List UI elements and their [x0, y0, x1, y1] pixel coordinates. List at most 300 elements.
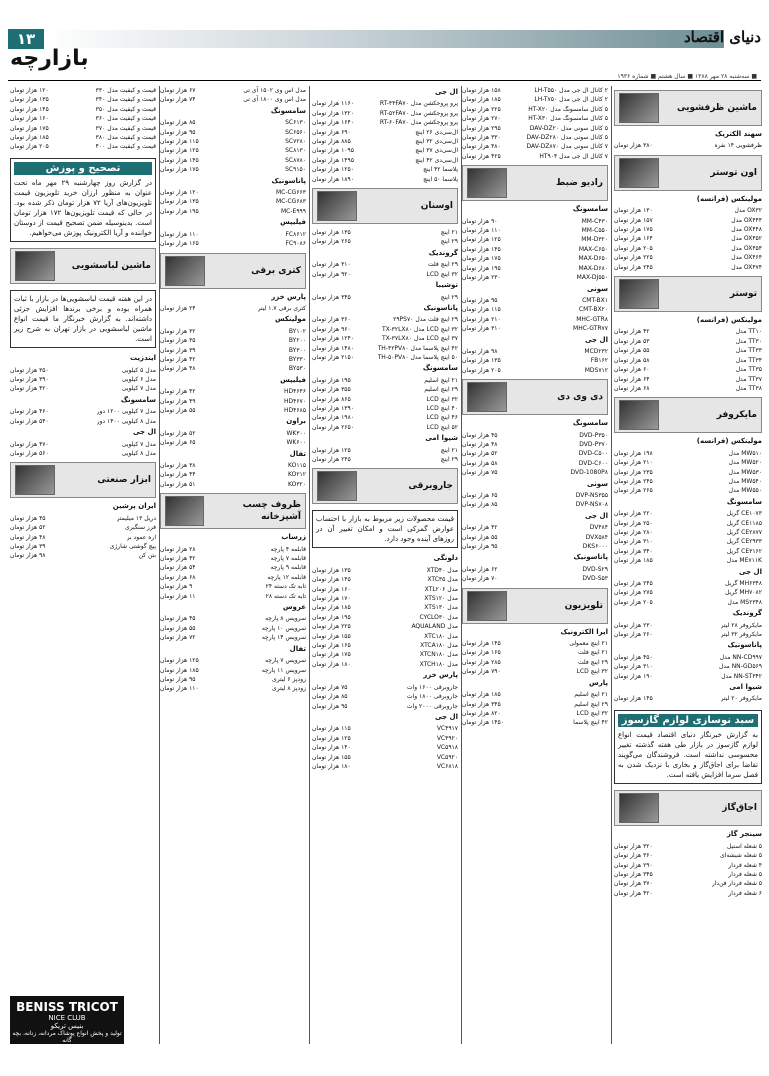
product-price: ۴۹ هزار تومان — [160, 397, 196, 405]
brand-name: سامسونگ — [270, 106, 306, 115]
price-row — [160, 666, 306, 675]
product-price: ۱۲۵ هزار تومان — [160, 657, 199, 665]
product-label: MS۲۳۴۸ مدل — [727, 598, 762, 606]
page-number: ۱۳ — [8, 29, 44, 49]
price-row — [462, 639, 608, 648]
product-price: ۱۶۰ هزار تومان — [10, 115, 49, 123]
price-row — [614, 449, 762, 458]
product-price: ۹۵ هزار تومان — [462, 296, 498, 304]
product-price: ۵۸ هزار تومان — [462, 459, 498, 467]
product-label: مدل ۷ کیلویی — [121, 440, 156, 448]
news-box — [10, 290, 156, 348]
brand-name: توشیبا — [435, 281, 458, 290]
price-row — [462, 648, 608, 657]
product-price: ۲۴۵ هزار تومان — [614, 263, 653, 271]
product-price: ۱۵۸ هزار تومان — [462, 87, 501, 94]
price-row — [312, 603, 458, 612]
advertisement[interactable] — [10, 996, 124, 1044]
product-label: MAX-DJ۵۵۰ — [576, 274, 608, 282]
product-label: فرز سنگبری — [125, 524, 156, 532]
price-row — [10, 124, 156, 133]
price-row — [614, 528, 762, 537]
product-label: SC۶۱۳۰ — [285, 119, 306, 127]
category-header — [614, 276, 762, 312]
product-price: ۴۸ هزار تومان — [160, 365, 196, 373]
product-price: ۱۶۵ هزار تومان — [462, 649, 501, 657]
category-title: ظروف چسب آشپزخانه — [242, 500, 301, 523]
product-price: ۴۵۰ هزار تومان — [614, 653, 653, 661]
product-label: DVD-C۶۰۰ — [578, 459, 608, 467]
product-price: ۱۹۵ هزار تومان — [462, 264, 501, 272]
product-price: ۱۲۵ هزار تومان — [312, 734, 351, 742]
brand-name: ال جی — [434, 712, 458, 721]
product-price: ۹۸ هزار تومان — [10, 552, 46, 560]
masthead-bar — [44, 30, 724, 48]
product-label: قیمت و کیفیت مدل ۳۳۰ — [95, 87, 156, 94]
product-price: ۱۸۵ هزار تومان — [312, 604, 351, 612]
product-price: ۱۶۴۰ هزار تومان — [312, 119, 354, 127]
price-row — [312, 692, 458, 701]
product-label: مدل ۸ کیلویی ۱۴۰۰ دور — [96, 417, 156, 425]
price-row — [614, 630, 762, 639]
price-row — [312, 585, 458, 594]
product-price: ۸۲۰ هزار تومان — [462, 709, 501, 717]
price-row — [10, 523, 156, 532]
price-row — [312, 165, 458, 174]
product-price: ۶۵ هزار تومان — [462, 492, 498, 499]
product-label: WK۶۰۰ — [286, 439, 306, 447]
brand-name: شیوا امی — [729, 683, 762, 692]
product-price: ۱۴۵۰ هزار تومان — [462, 719, 504, 727]
product-label: زودپز ۶ لیتری — [272, 675, 306, 683]
price-row — [312, 175, 458, 184]
product-price: ۵۵ هزار تومان — [160, 406, 196, 414]
product-price: ۹۰ هزار تومان — [462, 217, 498, 225]
product-price: ۱۱۵ هزار تومان — [312, 725, 351, 733]
price-row — [160, 429, 306, 438]
product-photo — [467, 168, 507, 198]
price-row — [160, 656, 306, 665]
product-label: مدل اس وی ۱۵۰۲ آی تی — [243, 87, 306, 94]
product-price: ۳۷۰ هزار تومان — [614, 880, 653, 888]
product-price: ۳۵ هزار تومان — [160, 337, 196, 345]
brand-name: ال جی — [584, 511, 608, 520]
product-label: TT۳۳ مدل — [735, 347, 762, 355]
product-price: ۱۳۵ هزار تومان — [10, 96, 49, 104]
product-label: ۵۰ اینچ پلاسما مدل TH-۵۰PV۸۰ — [377, 353, 458, 361]
product-label: BY۳۰۰ — [288, 346, 306, 354]
product-label: مدل XTC۱۸۰ — [424, 632, 458, 640]
category-title: اجاق‌گاز — [722, 803, 757, 814]
product-price: ۹۵ هزار تومان — [312, 702, 348, 710]
product-price: ۲۶۰ هزار تومان — [614, 631, 653, 639]
product-price: ۲۷۵ هزار تومان — [614, 589, 653, 597]
price-row — [462, 565, 608, 574]
product-price: ۲۰۵ هزار تومان — [614, 244, 653, 252]
price-row — [160, 207, 306, 216]
category-header — [462, 588, 608, 624]
product-price: ۴۲۵ هزار تومان — [462, 152, 501, 160]
product-price: ۱۷۵ هزار تومان — [10, 124, 49, 132]
product-price: ۲۲۰ هزار تومان — [614, 510, 653, 518]
price-row — [614, 509, 762, 518]
product-price: ۱۲۵ هزار تومان — [160, 147, 199, 155]
product-photo — [317, 191, 357, 221]
price-row — [462, 152, 608, 161]
product-price: ۱۳۰ هزار تومان — [614, 207, 653, 215]
ad-club: NICE CLUB — [48, 1014, 86, 1022]
product-photo — [619, 400, 659, 430]
price-row — [312, 270, 458, 279]
product-label: OX۴۴۸ مدل — [731, 226, 762, 234]
product-price: ۸۵ هزار تومان — [160, 119, 196, 127]
product-label: مدل XTL۲۰۶ — [424, 585, 458, 593]
product-label: MW۵۵۰ مدل — [728, 487, 762, 495]
product-label: قیمت و کیفیت مدل ۳۸۰ — [95, 134, 156, 142]
product-price: ۱۲۰ هزار تومان — [10, 87, 49, 94]
brand-name: پارس — [589, 678, 608, 687]
product-price: ۹۵ هزار تومان — [462, 543, 498, 551]
price-row — [614, 244, 762, 253]
category-title: اوسنان — [420, 201, 453, 212]
product-label: MAX-C۶۵۰ — [578, 245, 608, 253]
price-row — [462, 324, 608, 333]
product-price: ۱۱۶۰ هزار تومان — [312, 100, 354, 108]
product-price: ۱۱۵ هزار تومان — [160, 138, 199, 146]
product-price: ۱۱ هزار تومان — [160, 592, 196, 600]
product-price: ۳۹ هزار تومان — [160, 346, 196, 354]
product-label: FB۱۶۲ — [590, 357, 608, 365]
ad-brand-fa: بنیس تریکو — [50, 1022, 84, 1030]
product-label: DKS۶۰۰۰ — [582, 543, 608, 551]
brand-name: پاناسونیک — [271, 176, 306, 185]
price-row — [614, 842, 762, 851]
product-price: ۸۸۵ هزار تومان — [312, 138, 351, 146]
price-row — [462, 500, 608, 509]
price-row — [462, 315, 608, 324]
section-title: بازارچه — [10, 46, 89, 71]
price-row — [462, 440, 608, 449]
product-label: MC-E۹۹۹ — [281, 207, 306, 215]
product-label: OX۴۶۴ مدل — [731, 254, 762, 262]
product-price: ۱۱۵ هزار تومان — [462, 306, 501, 314]
product-price: ۱۴۰ هزار تومان — [312, 744, 351, 752]
product-price: ۱۶۵ هزار تومان — [312, 642, 351, 650]
product-label: ۲۱ اینچ معمولی — [569, 640, 608, 648]
price-row — [614, 337, 762, 346]
product-price: ۳۳۰ هزار تومان — [462, 134, 501, 142]
price-row — [614, 234, 762, 243]
product-label: سرویس ۱۱ پارچه — [261, 666, 306, 674]
price-row — [160, 197, 306, 206]
product-label: قیمت و کیفیت مدل ۳۶۰ — [95, 115, 156, 123]
brand-name: زرساب — [281, 533, 306, 542]
product-label: FC۸۶۱۲ — [285, 230, 306, 238]
product-label: ۳۲ اینچ LCD — [576, 709, 608, 717]
product-label: TT۳۵ مدل — [735, 366, 762, 374]
price-row — [160, 188, 306, 197]
product-label: قیمت و کیفیت مدل ۴۰۰ — [95, 143, 156, 151]
price-row — [312, 413, 458, 422]
price-row — [614, 346, 762, 355]
product-price: ۲۶۵ هزار تومان — [614, 487, 653, 495]
product-label: DVD-P۳۷۰ — [579, 440, 608, 448]
brand-name: براون — [286, 417, 306, 426]
product-photo — [165, 496, 204, 526]
product-price: ۳۸ هزار تومان — [160, 462, 196, 469]
product-price: ۴۲ هزار تومان — [160, 388, 196, 396]
price-row — [462, 142, 608, 151]
product-label: SC۸۷۸۰ — [285, 156, 306, 164]
product-label: ۵ شعله فردار فن‌دار — [711, 880, 762, 888]
product-label: ظرفشویی ۱۴ نفره — [714, 142, 762, 150]
product-label: ۵ شعله استیل — [726, 842, 762, 850]
product-label: SC۸۱۳۰ — [285, 147, 306, 155]
product-price: ۱۸۰ هزار تومان — [312, 762, 351, 770]
product-price: ۳۸۰ هزار تومان — [614, 142, 653, 150]
column-divider — [309, 86, 310, 1044]
category-header — [10, 248, 156, 284]
product-price: ۳۱۰ هزار تومان — [614, 538, 653, 546]
product-price: ۲۳۰ هزار تومان — [462, 274, 501, 282]
category-header — [614, 90, 762, 126]
product-label: قابلمه ۷ پارچه — [270, 555, 306, 563]
product-label: KO۱۱۵ — [288, 462, 306, 469]
product-price: ۱۶۴ هزار تومان — [614, 235, 653, 243]
product-label: مایکروفر ۲۸ لیتر — [720, 621, 762, 629]
brand-name: مولینکس — [274, 315, 306, 324]
product-price: ۱۷۵ هزار تومان — [160, 166, 199, 174]
product-price: ۳۱۰ هزار تومان — [614, 663, 653, 671]
price-row — [160, 438, 306, 447]
product-price: ۵۸ هزار تومان — [614, 356, 650, 364]
product-label: CMT-BX۱ — [582, 296, 608, 304]
column-divider — [159, 86, 160, 1044]
price-row — [10, 133, 156, 142]
product-price: ۱۶۵ هزار تومان — [160, 240, 199, 248]
product-price: ۱۹۸۰ هزار تومان — [312, 414, 354, 422]
product-price: ۷۵ هزار تومان — [312, 683, 348, 691]
product-label: DVD-S۵۳ — [582, 575, 608, 583]
category-title: ابزار صنعتی — [97, 475, 151, 486]
product-price: ۹۲۰ هزار تومان — [312, 270, 351, 278]
product-price: ۱۲۵ هزار تومان — [312, 446, 351, 454]
price-row — [10, 142, 156, 151]
product-price: ۱۴۹۵ هزار تومان — [312, 156, 354, 164]
price-row — [312, 734, 458, 743]
product-price: ۳۶۰ هزار تومان — [614, 852, 653, 860]
brand-name: ال جی — [434, 88, 458, 96]
product-label: سرویس ۱۴ پارچه — [261, 634, 306, 642]
product-label: SC۶۵۶۰ — [285, 128, 306, 136]
product-label: تابه تک دسته ۲۴ — [265, 583, 306, 591]
price-row — [312, 594, 458, 603]
price-row — [614, 477, 762, 486]
price-row — [160, 346, 306, 355]
product-label: ۳۲ اینچ LCD — [576, 668, 608, 676]
price-row — [462, 658, 608, 667]
price-row — [614, 547, 762, 556]
product-label: MHC-GTR۷۷ — [573, 325, 608, 333]
product-label: TT۳۴ مدل — [735, 356, 762, 364]
product-label: ۲۹ اینچ — [440, 456, 458, 463]
price-row — [614, 468, 762, 477]
product-label: مدل اس وی ۱۸۰۰ آی تی — [243, 96, 306, 104]
price-row — [614, 861, 762, 870]
product-price: ۹۵ هزار تومان — [160, 675, 196, 683]
product-price: ۹۵ هزار تومان — [160, 128, 196, 136]
price-row — [312, 753, 458, 762]
product-price: ۶۲ هزار تومان — [462, 565, 498, 573]
product-label: مایکروفر ۳۲ لیتر — [720, 631, 762, 639]
product-label: CE۱۱۸۵ گریل — [726, 519, 762, 527]
product-price: ۶۸ هزار تومان — [160, 573, 196, 581]
product-price: ۴۸۰ هزار تومان — [462, 143, 501, 151]
product-label: جاروبرقی ۲۰۰۰ وات — [406, 702, 458, 710]
price-row — [10, 533, 156, 542]
news-box — [614, 710, 762, 784]
price-row — [462, 347, 608, 356]
category-header — [160, 253, 306, 289]
product-label: ۲۹ اینچ اسلیم — [574, 700, 608, 708]
product-label: سرویس ۱۰ پارچه — [261, 624, 306, 632]
price-row — [614, 225, 762, 234]
price-row — [312, 632, 458, 641]
product-label: پرو پروجکشن مدل RT-۶۰FA۷۰ — [379, 119, 458, 127]
price-row — [160, 582, 306, 591]
product-price: ۲۴۵ هزار تومان — [614, 477, 653, 485]
price-row — [160, 336, 306, 345]
product-price: ۴۲ هزار تومان — [614, 328, 650, 336]
product-label: قیمت و کیفیت مدل ۳۴۰ — [95, 96, 156, 104]
price-row — [462, 95, 608, 104]
product-label: MCD۲۳۲ — [584, 347, 608, 355]
price-row — [312, 156, 458, 165]
product-price: ۲۸۰ هزار تومان — [614, 528, 653, 536]
column-divider — [611, 86, 612, 1044]
price-row — [462, 366, 608, 375]
price-row — [462, 523, 608, 532]
price-row — [312, 423, 458, 432]
product-label: CE۳۱۶۲ گریل — [726, 547, 762, 555]
product-label: مدل XTS۱۳۰ — [424, 604, 458, 612]
category-title: ماشین ظرفشویی — [677, 103, 757, 113]
price-row — [614, 216, 762, 225]
product-label: DVP-NS۷۰۸ — [575, 501, 608, 509]
price-row — [614, 263, 762, 272]
product-price: ۵۴ هزار تومان — [160, 564, 196, 572]
category-header — [312, 468, 458, 504]
product-label: BY۳۳۰ — [288, 355, 306, 363]
product-label: VC۵۹۲۰ — [436, 753, 458, 761]
price-row — [312, 650, 458, 659]
product-price: ۵۵ هزار تومان — [160, 624, 196, 632]
product-label: MAX-D۶۸۰ — [578, 264, 608, 272]
product-price: ۱۸۵ هزار تومان — [462, 691, 501, 699]
product-price: ۲۶۵ هزار تومان — [312, 238, 351, 246]
product-photo — [467, 382, 507, 412]
price-row — [462, 718, 608, 727]
product-price: ۲۲۵ هزار تومان — [462, 105, 501, 113]
brand-name: مولینکس (فرانسه) — [696, 316, 762, 325]
product-label: OX۳۲ مدل — [734, 207, 762, 215]
news-box-title: سبد نوسازی لوازم گازسوز — [618, 714, 758, 727]
product-label: BY۲۰۰ — [288, 337, 306, 345]
product-label: ۵ شعله شیشه‌ای — [720, 852, 762, 860]
product-price: ۱۴۵ هزار تومان — [160, 156, 199, 164]
product-price: ۵۶۰ هزار تومان — [10, 449, 49, 457]
product-label: ۳۷ اینچ LCD مدل TX-۳۷LX۸۰ — [382, 335, 458, 343]
brand-name: سونی — [587, 284, 608, 293]
product-label: مدل XTC۳۵ — [427, 576, 458, 584]
price-row — [312, 325, 458, 334]
product-price: ۲۸۵ هزار تومان — [462, 658, 501, 666]
product-label: ۴۲ اینچ پلاسما مدل TH-۴۲PV۸۰ — [377, 344, 458, 352]
product-label: ال‌سی‌دی ۲۶ اینچ — [415, 128, 458, 136]
price-row — [312, 404, 458, 413]
brand-name: فیلیپس — [280, 218, 306, 227]
product-label: ۳۲ اینچ LCD — [426, 270, 458, 278]
product-price: ۱۱۰ هزار تومان — [160, 230, 199, 238]
price-row — [312, 743, 458, 752]
product-label: قابلمه ۴ پارچه — [270, 545, 306, 553]
price-row — [462, 264, 608, 273]
price-row — [160, 86, 306, 95]
price-row — [462, 114, 608, 123]
price-row — [462, 667, 608, 676]
product-label: MW۵۱۰ مدل — [728, 449, 762, 457]
price-row — [614, 206, 762, 215]
product-label: پلاسما ۵۰ اینچ — [423, 175, 458, 183]
product-price: ۱۱۰ هزار تومان — [462, 227, 501, 235]
product-label: MH۷۰۸۲ گریل — [725, 589, 762, 597]
price-row — [462, 86, 608, 95]
product-label: ۴ شعله فردار — [728, 861, 762, 869]
news-box-text: در این هفته قیمت لباسشویی‌ها در بازار با ثبات همراه بوده و برخی برندها افزایش جزئی داشته‌اند. به گزارش خبرنگار ما قیمت انواع ماشین لباسشویی در بازار تهران به شرح زیر است. — [14, 295, 152, 344]
price-row — [462, 273, 608, 282]
ad-brand: BENISS TRICOT — [16, 1000, 118, 1014]
price-row — [462, 245, 608, 254]
price-row — [312, 660, 458, 669]
price-row — [10, 542, 156, 551]
category-header — [462, 379, 608, 415]
product-label: DVP-NS۳۵۵ — [575, 492, 608, 499]
product-price: ۴۶۰ هزار تومان — [10, 408, 49, 416]
price-row — [614, 598, 762, 607]
price-row — [312, 128, 458, 137]
product-label: MDS۷۱۲ — [584, 366, 608, 374]
brand-name: پارس خزر — [271, 292, 306, 301]
product-label: ۵ کانال سامسونگ مدل HT-X۲۰ — [528, 105, 608, 113]
product-label: مدل CYCLO۳۰ — [419, 613, 458, 621]
product-label: DVX۵۸۴ — [585, 533, 608, 541]
price-row — [614, 870, 762, 879]
product-price: ۵۵ هزار تومان — [614, 347, 650, 355]
brand-name: سینجر گاز — [726, 830, 762, 839]
product-label: سرویس ۷ پارچه — [265, 657, 306, 665]
product-price: ۱۲۵۰ هزار تومان — [312, 166, 354, 174]
product-photo — [317, 471, 357, 501]
product-label: مدل ۵ کیلویی — [121, 366, 156, 374]
column-c5 — [10, 86, 156, 986]
product-label: دریل ۱۳ میلیمتر — [116, 514, 156, 522]
product-label: تابه تک دسته ۲۸ — [265, 592, 306, 600]
brand-name: شیوا امی — [425, 434, 458, 443]
product-label: پلاسما ۴۲ اینچ — [423, 166, 458, 174]
brand-name: ایندزیت — [130, 354, 156, 363]
product-label: MAX-D۶۵۰ — [578, 255, 608, 263]
brand-name: سهند الکتریک — [715, 130, 762, 138]
